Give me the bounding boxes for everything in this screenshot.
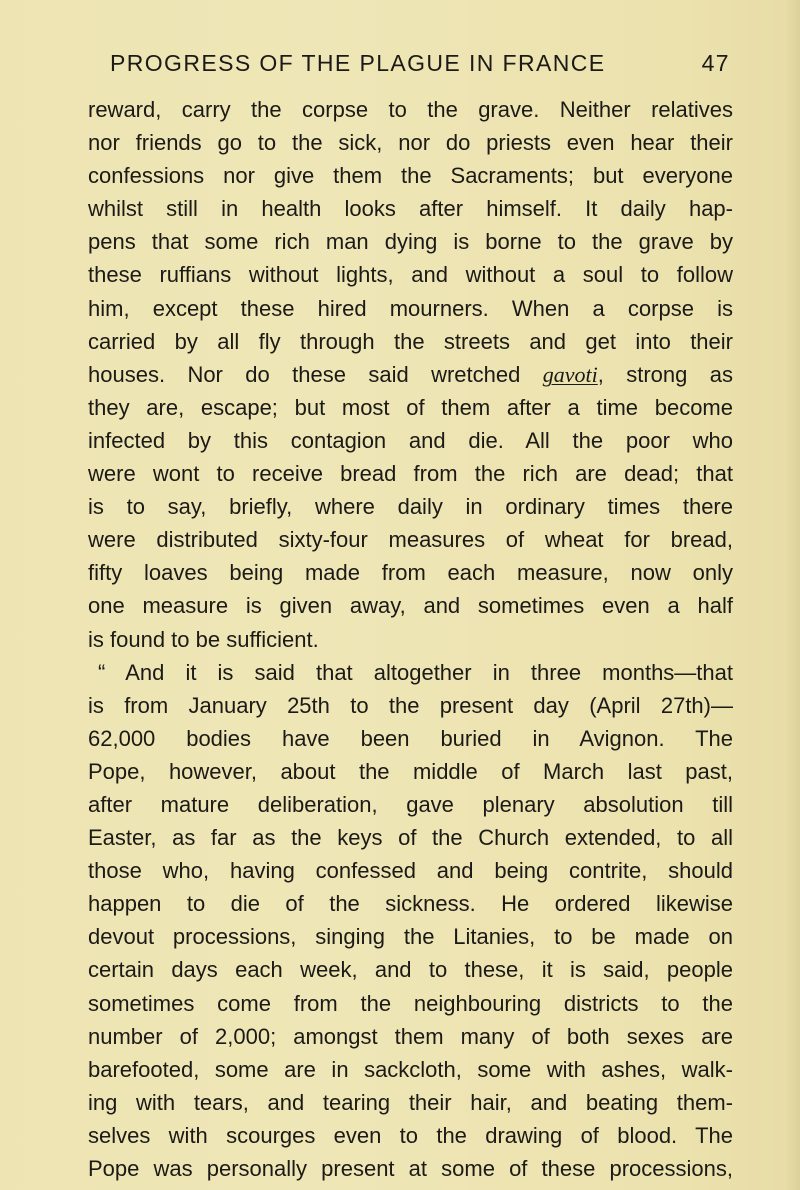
text-line: selves with scourges even to the drawing of blood. The (88, 1122, 733, 1148)
text-line: is from January 25th to the present day (April 27th)— (88, 692, 733, 718)
text-line: Pope was personally present at some of these processions, (88, 1156, 733, 1181)
text-line: nor friends go to the sick, nor do priests even hear their (88, 130, 733, 156)
running-title: PROGRESS OF THE PLAGUE IN FRANCE (110, 50, 606, 76)
text-line: pens that some rich man dying is borne to the grave by (88, 229, 733, 255)
text-line: is to say, briefly, where daily in ordinary times there (88, 494, 733, 520)
text-line: Pope, however, about the middle of March last past, (88, 758, 733, 784)
italic-term-gavoti: gavoti (542, 361, 598, 387)
text-line: number of 2,000; amongst them many of both sexes are (88, 1023, 733, 1049)
text-segment: houses. Nor do these said wretched (88, 361, 521, 387)
text-line-with-italic (88, 358, 733, 391)
text-line: fifty loaves being made from each measure, now only (88, 560, 733, 586)
text-line: certain days each week, and to these, it is said, people (88, 957, 733, 983)
paragraph-end-line: is found to be sufficient. (88, 626, 319, 652)
text-line: sometimes come from the neighbouring districts to the (88, 990, 733, 1016)
text-line: happen to die of the sickness. He ordered likewise (88, 891, 733, 917)
text-line: infected by this contagion and die. All the poor who (88, 427, 733, 453)
body-text (88, 93, 733, 1185)
text-line: him, except these hired mourners. When a corpse is (88, 295, 733, 321)
text-line: those who, having confessed and being contrite, should (88, 858, 733, 884)
text-line: devout processions, singing the Litanies, to be made on (88, 924, 733, 950)
paragraph-start-line: “ And it is said that altogether in three months—that (98, 659, 733, 685)
text-line: they are, escape; but most of them after a time become (88, 394, 733, 420)
text-line: one measure is given away, and sometimes even a half (88, 593, 733, 619)
text-line: were wont to receive bread from the rich are dead; that (88, 461, 733, 487)
text-line: reward, carry the corpse to the grave. Neither relatives (88, 97, 733, 122)
text-line: after mature deliberation, gave plenary absolution till (88, 791, 733, 817)
text-line: 62,000 bodies have been buried in Avignon. The (88, 725, 733, 751)
text-line: ing with tears, and tearing their hair, and beating them- (88, 1089, 733, 1115)
text-segment: , strong as (597, 361, 733, 387)
text-line: these ruffians without lights, and without a soul to follow (88, 262, 733, 288)
text-line: whilst still in health looks after himself. It daily hap- (88, 196, 733, 222)
running-head (80, 50, 730, 80)
text-line: confessions nor give them the Sacraments; but everyone (88, 163, 733, 189)
text-line: barefooted, some are in sackcloth, some with ashes, walk- (88, 1056, 733, 1082)
page-number: 47 (701, 50, 730, 76)
text-line: Easter, as far as the keys of the Church extended, to all (88, 825, 733, 851)
text-line: carried by all fly through the streets and get into their (88, 328, 733, 354)
page-edge-shadow (786, 0, 800, 1190)
text-line: were distributed sixty-four measures of wheat for bread, (88, 527, 733, 553)
